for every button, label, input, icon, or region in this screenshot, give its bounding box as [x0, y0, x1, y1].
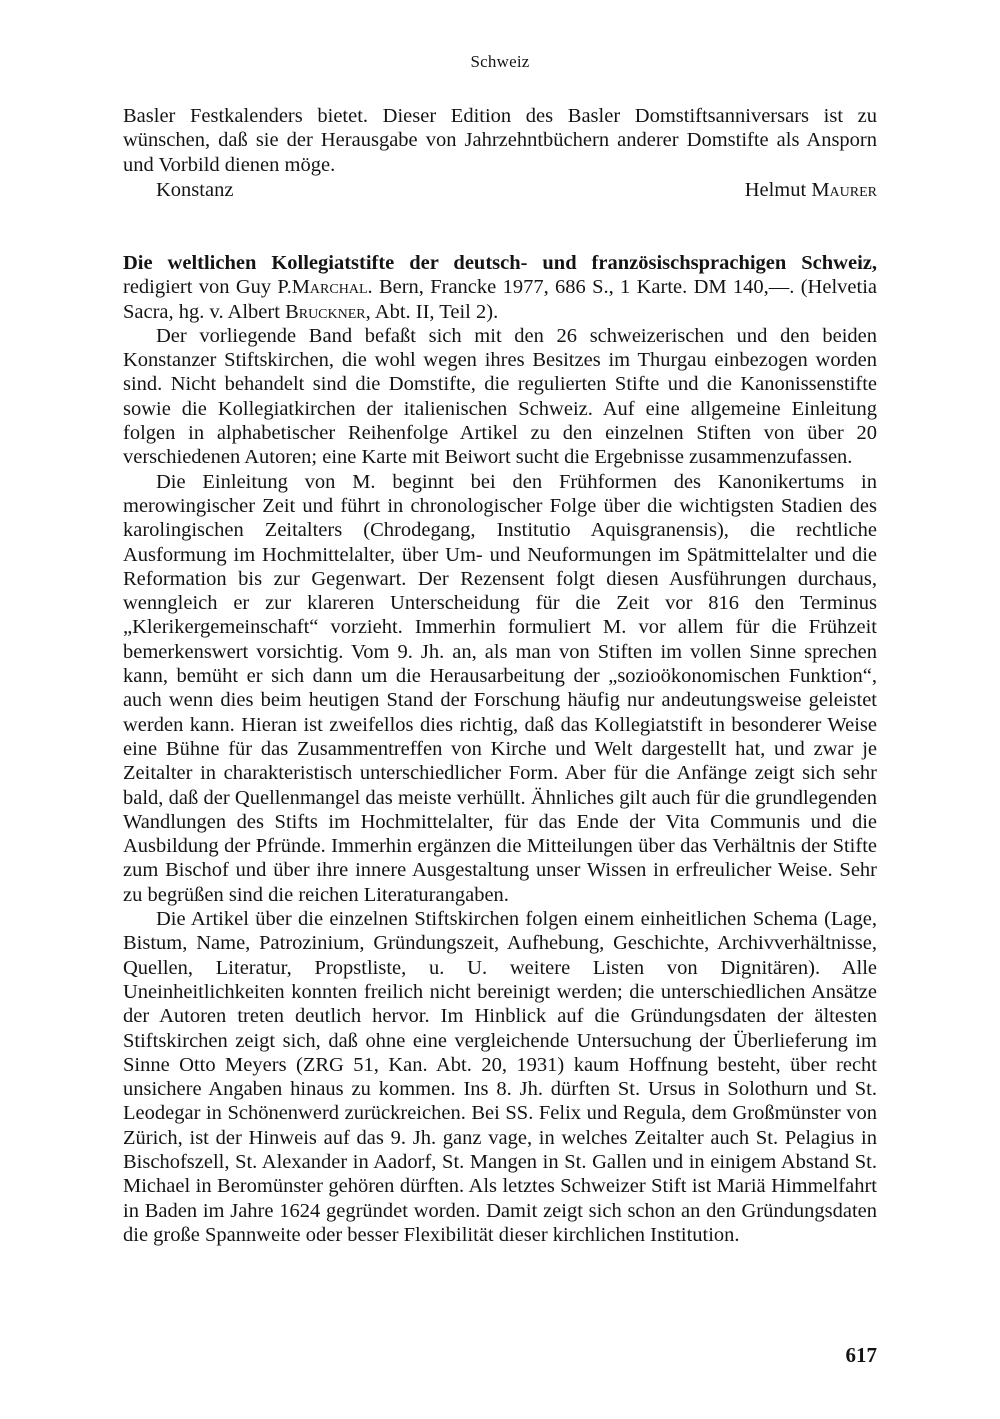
reviewer-signature — [123, 178, 877, 202]
review-paragraph: Der vorliegende Band befaßt sich mit den 26 schweizerischen und den beiden Konstanzer Stiftskirchen, die wohl wegen ihres Besitzes im Thurgau einbezogen worden sind. Nicht behandelt sind die Domstifte, die regulierten Stifte und die Kanonissenstifte sowie die Kollegiatkirchen der italienischen Schweiz. Auf eine allgemeine Einleitung folgen in alphabetischer Reihenfolge Artikel zu den einzelnen Stiften von über 20 verschiedenen Autoren; eine Karte mit Beiwort sucht die Ergebnisse zusammenzufassen. — [123, 324, 877, 469]
reviewer-first-name: Helmut — [744, 179, 807, 201]
bib-part-2: . Bern, Francke 1977, 686 S., 1 Karte. DM 140,—. (Helvetia Sacra, hg. v. Albert — [123, 276, 877, 323]
previous-review-text: Basler Festkalenders bietet. Dieser Edition des Basler Domstiftsanniversars ist zu wünschen, daß sie der Herausgabe von Jahrzehntbüchern anderer Domstifte als Ansporn und Vorbild dienen möge. — [123, 105, 877, 176]
book-title: Die weltlichen Kollegiatstifte der deutsch- und französischsprachigen Schweiz, — [123, 252, 877, 274]
review-paragraph: Die Artikel über die einzelnen Stiftskirchen folgen einem einheitlichen Schema (Lage, Bistum, Name, Patrozinium, Gründungszeit, Aufhebung, Geschichte, Archivverhältnisse, Quellen, Literatur, Propstliste, u. U. weitere Listen von Dignitären). Alle Uneinheitlichkeiten konnten freilich nicht bereinigt werden; die unterschiedlichen Ansätze der Autoren treten deutlich hervor. Im Hinblick auf die Gründungsdaten der ältesten Stiftskirchen zeigt sich, daß ohne eine vergleichende Untersuchung der Überlieferung im Sinne Otto Meyers (ZRG 51, Kan. Abt. 20, 1931) kaum Hoffnung besteht, über recht unsichere Angaben hinaus zu kommen. Ins 8. Jh. dürften St. Ursus in Solothurn und St. Leodegar in Schönenwerd zurückreichen. Bei SS. Felix und Regula, dem Großmünster von Zürich, ist der Hinweis auf das 9. Jh. ganz vage, in welches Zeitalter auch St. Pelagius in Bischofszell, St. Alexander in Aadorf, St. Mangen in St. Gallen und in einigem Abstand St. Michael in Beromünster gehören dürften. Als letztes Schweizer Stift ist Mariä Himmelfahrt in Baden im Jahre 1624 gegründet worden. Damit zeigt sich schon an den Gründungsdaten die große Spannweite oder besser Flexibilität dieser kirchlichen Institution. — [123, 908, 877, 1246]
bib-part-3: , Abt. II, Teil 2). — [365, 300, 499, 323]
page-number: 617 — [845, 1343, 877, 1367]
bib-part-1: redigiert von Guy P. — [123, 276, 292, 299]
bibliographic-header — [123, 251, 877, 324]
previous-review-ending — [123, 104, 877, 177]
reviewer-last-name: Maurer — [811, 179, 877, 201]
editor-name: Marchal — [291, 276, 368, 299]
reviewer-name — [745, 178, 877, 202]
running-head: Schweiz — [470, 52, 530, 71]
review-article — [123, 251, 877, 1247]
series-editor-name: Bruckner — [285, 300, 366, 323]
review-paragraph: Die Einleitung von M. beginnt bei den Frühformen des Kanonikertums in merowingischer Zeit und führt in chronologischer Folge über die wichtigsten Stadien des karolingischen Zeitalters (Chrodegang, Institutio Aquisgranensis), die rechtliche Ausformung im Hochmittelalter, über Um- und Neuformungen im Spätmittelalter und die Reformation bis zur Gegenwart. Der Rezensent folgt diesen Ausführungen durchaus, wenngleich er zur klareren Unterscheidung für die Zeit vor 816 den Terminus „Klerikergemeinschaft“ vorzieht. Immerhin formuliert M. vor allem für die Frühzeit bemerkenswert vorsichtig. Vom 9. Jh. an, als man von Stiften im vollen Sinne sprechen kann, bemüht er sich dann um die Herausarbeitung der „sozioökonomischen Funktion“, auch wenn dies beim heutigen Stand der Forschung häufig nur andeutungsweise geleistet werden kann. Hieran ist zweifellos dies richtig, daß das Kollegiatstift in besonderer Weise eine Bühne für das Zusammentreffen von Kirche und Welt dargestellt hat, und zwar je Zeitalter in charakteristisch unterschiedlicher Form. Aber für die Anfänge zeigt sich sehr bald, daß der Quellenmangel das meiste verhüllt. Ähnliches gilt auch für die grundlegenden Wandlungen des Stifts im Hochmittelalter, für das Ende der Vita Communis und die Ausbildung der Pfründe. Immerhin ergänzen die Mitteilungen über das Verhältnis der Stifte zum Bischof und über ihre innere Ausgestaltung unser Wissen in erfreulicher Weise. Sehr zu begrüßen sind die reichen Literaturangaben. — [123, 470, 877, 906]
reviewer-place: Konstanz — [156, 179, 234, 201]
